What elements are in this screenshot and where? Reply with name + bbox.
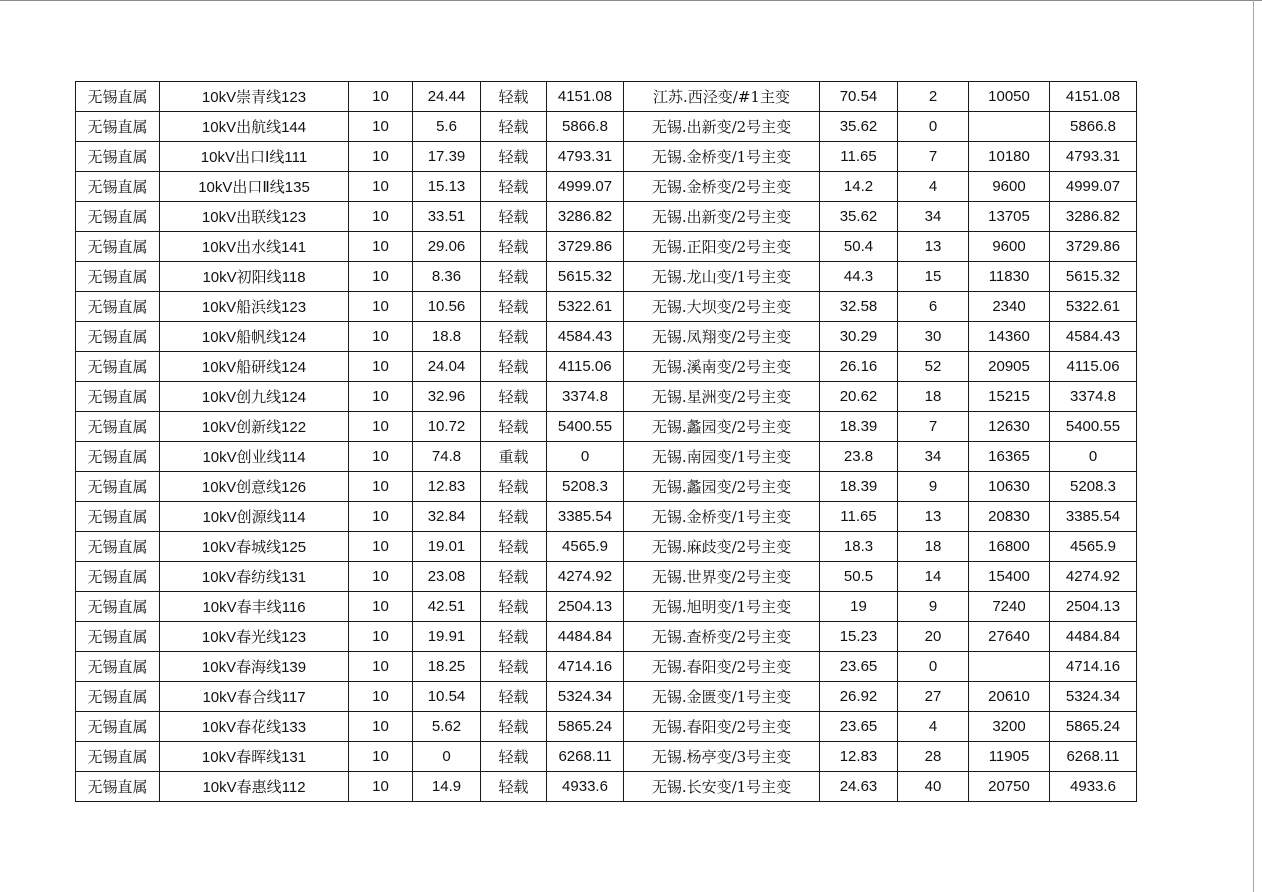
transformer-cell: 无锡.旭明变/1号主变 [624, 592, 820, 622]
load-status-cell: 轻载 [481, 772, 547, 802]
installed-capacity-cell: 11830 [969, 262, 1050, 292]
voltage-cell: 10 [349, 172, 413, 202]
voltage-cell: 10 [349, 712, 413, 742]
installed-capacity-cell: 14360 [969, 322, 1050, 352]
transformer-load-cell: 44.3 [820, 262, 898, 292]
transformer-load-cell: 30.29 [820, 322, 898, 352]
voltage-cell: 10 [349, 142, 413, 172]
installed-capacity-cell: 20750 [969, 772, 1050, 802]
line-name-cell: 10kV出口Ⅰ线111 [160, 142, 349, 172]
user-count-cell: 34 [898, 442, 969, 472]
load-rate-cell: 10.72 [413, 412, 481, 442]
load-status-cell: 轻载 [481, 82, 547, 112]
table-body [76, 82, 1137, 802]
available-capacity-cell: 3286.82 [547, 202, 624, 232]
available-capacity-cell: 2504.13 [547, 592, 624, 622]
user-count-cell: 34 [898, 202, 969, 232]
line-name-cell: 10kV春惠线112 [160, 772, 349, 802]
user-count-cell: 2 [898, 82, 969, 112]
installed-capacity-cell: 27640 [969, 622, 1050, 652]
transformer-cell: 无锡.查桥变/2号主变 [624, 622, 820, 652]
load-status-cell: 轻载 [481, 382, 547, 412]
voltage-cell: 10 [349, 652, 413, 682]
line-name-cell: 10kV创业线114 [160, 442, 349, 472]
transformer-cell: 无锡.正阳变/2号主变 [624, 232, 820, 262]
user-count-cell: 18 [898, 382, 969, 412]
load-status-cell: 轻载 [481, 112, 547, 142]
load-rate-cell: 24.04 [413, 352, 481, 382]
load-rate-cell: 42.51 [413, 592, 481, 622]
user-count-cell: 6 [898, 292, 969, 322]
remaining-capacity-cell: 5400.55 [1050, 412, 1137, 442]
transformer-load-cell: 23.65 [820, 712, 898, 742]
available-capacity-cell: 5400.55 [547, 412, 624, 442]
user-count-cell: 15 [898, 262, 969, 292]
available-capacity-cell: 3385.54 [547, 502, 624, 532]
table-row [76, 322, 1137, 352]
load-rate-cell: 23.08 [413, 562, 481, 592]
region-cell: 无锡直属 [76, 262, 160, 292]
transformer-load-cell: 70.54 [820, 82, 898, 112]
transformer-cell: 无锡.出新变/2号主变 [624, 202, 820, 232]
available-capacity-cell: 4565.9 [547, 532, 624, 562]
transformer-cell: 无锡.金桥变/1号主变 [624, 502, 820, 532]
region-cell: 无锡直属 [76, 382, 160, 412]
line-name-cell: 10kV创意线126 [160, 472, 349, 502]
region-cell: 无锡直属 [76, 652, 160, 682]
installed-capacity-cell: 20610 [969, 682, 1050, 712]
load-status-cell: 轻载 [481, 742, 547, 772]
user-count-cell: 4 [898, 712, 969, 742]
table-row [76, 442, 1137, 472]
region-cell: 无锡直属 [76, 682, 160, 712]
transformer-cell: 无锡.世界变/2号主变 [624, 562, 820, 592]
table-row [76, 652, 1137, 682]
load-status-cell: 轻载 [481, 232, 547, 262]
load-rate-cell: 12.83 [413, 472, 481, 502]
table-row [76, 772, 1137, 802]
table-row [76, 532, 1137, 562]
available-capacity-cell: 4274.92 [547, 562, 624, 592]
remaining-capacity-cell: 4999.07 [1050, 172, 1137, 202]
installed-capacity-cell: 15215 [969, 382, 1050, 412]
load-status-cell: 轻载 [481, 262, 547, 292]
line-name-cell: 10kV春丰线116 [160, 592, 349, 622]
installed-capacity-cell: 10050 [969, 82, 1050, 112]
load-status-cell: 轻载 [481, 412, 547, 442]
region-cell: 无锡直属 [76, 472, 160, 502]
region-cell: 无锡直属 [76, 292, 160, 322]
transformer-cell: 无锡.蠡园变/2号主变 [624, 412, 820, 442]
user-count-cell: 4 [898, 172, 969, 202]
installed-capacity-cell: 10180 [969, 142, 1050, 172]
region-cell: 无锡直属 [76, 772, 160, 802]
page-top-border [0, 0, 1262, 1]
transformer-load-cell: 18.39 [820, 412, 898, 442]
available-capacity-cell: 4584.43 [547, 322, 624, 352]
transformer-cell: 无锡.出新变/2号主变 [624, 112, 820, 142]
remaining-capacity-cell: 0 [1050, 442, 1137, 472]
line-name-cell: 10kV春花线133 [160, 712, 349, 742]
region-cell: 无锡直属 [76, 532, 160, 562]
transformer-load-cell: 11.65 [820, 502, 898, 532]
user-count-cell: 27 [898, 682, 969, 712]
remaining-capacity-cell: 4793.31 [1050, 142, 1137, 172]
available-capacity-cell: 5866.8 [547, 112, 624, 142]
voltage-cell: 10 [349, 382, 413, 412]
available-capacity-cell: 4793.31 [547, 142, 624, 172]
line-name-cell: 10kV创新线122 [160, 412, 349, 442]
table-row [76, 202, 1137, 232]
load-rate-cell: 17.39 [413, 142, 481, 172]
available-capacity-cell: 5615.32 [547, 262, 624, 292]
user-count-cell: 13 [898, 502, 969, 532]
transformer-load-cell: 35.62 [820, 202, 898, 232]
available-capacity-cell: 5322.61 [547, 292, 624, 322]
line-name-cell: 10kV船浜线123 [160, 292, 349, 322]
remaining-capacity-cell: 4115.06 [1050, 352, 1137, 382]
installed-capacity-cell: 20830 [969, 502, 1050, 532]
voltage-cell: 10 [349, 532, 413, 562]
load-rate-cell: 10.56 [413, 292, 481, 322]
load-status-cell: 轻载 [481, 202, 547, 232]
region-cell: 无锡直属 [76, 232, 160, 262]
user-count-cell: 18 [898, 532, 969, 562]
load-rate-cell: 8.36 [413, 262, 481, 292]
user-count-cell: 14 [898, 562, 969, 592]
line-name-cell: 10kV春城线125 [160, 532, 349, 562]
load-status-cell: 轻载 [481, 292, 547, 322]
load-rate-cell: 24.44 [413, 82, 481, 112]
line-name-cell: 10kV出航线144 [160, 112, 349, 142]
load-status-cell: 轻载 [481, 652, 547, 682]
voltage-cell: 10 [349, 82, 413, 112]
transformer-load-cell: 18.39 [820, 472, 898, 502]
transformer-cell: 无锡.杨亭变/3号主变 [624, 742, 820, 772]
transformer-cell: 无锡.春阳变/2号主变 [624, 652, 820, 682]
load-rate-cell: 32.84 [413, 502, 481, 532]
transformer-load-cell: 11.65 [820, 142, 898, 172]
voltage-cell: 10 [349, 622, 413, 652]
transformer-cell: 无锡.蠡园变/2号主变 [624, 472, 820, 502]
load-status-cell: 轻载 [481, 532, 547, 562]
load-status-cell: 轻载 [481, 352, 547, 382]
table-row [76, 562, 1137, 592]
transformer-load-cell: 14.2 [820, 172, 898, 202]
available-capacity-cell: 4115.06 [547, 352, 624, 382]
transformer-cell: 无锡.长安变/1号主变 [624, 772, 820, 802]
region-cell: 无锡直属 [76, 142, 160, 172]
installed-capacity-cell: 10630 [969, 472, 1050, 502]
remaining-capacity-cell: 5615.32 [1050, 262, 1137, 292]
transformer-cell: 无锡.金桥变/2号主变 [624, 172, 820, 202]
available-capacity-cell: 4714.16 [547, 652, 624, 682]
remaining-capacity-cell: 5208.3 [1050, 472, 1137, 502]
installed-capacity-cell: 9600 [969, 232, 1050, 262]
available-capacity-cell: 4484.84 [547, 622, 624, 652]
transformer-load-cell: 32.58 [820, 292, 898, 322]
installed-capacity-cell: 9600 [969, 172, 1050, 202]
table-row [76, 82, 1137, 112]
remaining-capacity-cell: 3286.82 [1050, 202, 1137, 232]
installed-capacity-cell: 20905 [969, 352, 1050, 382]
available-capacity-cell: 6268.11 [547, 742, 624, 772]
region-cell: 无锡直属 [76, 742, 160, 772]
load-rate-cell: 14.9 [413, 772, 481, 802]
line-name-cell: 10kV船研线124 [160, 352, 349, 382]
installed-capacity-cell: 16800 [969, 532, 1050, 562]
region-cell: 无锡直属 [76, 322, 160, 352]
user-count-cell: 7 [898, 412, 969, 442]
user-count-cell: 40 [898, 772, 969, 802]
installed-capacity-cell: 3200 [969, 712, 1050, 742]
transformer-load-cell: 26.92 [820, 682, 898, 712]
load-status-cell: 轻载 [481, 592, 547, 622]
transformer-load-cell: 12.83 [820, 742, 898, 772]
transformer-cell: 无锡.金匮变/1号主变 [624, 682, 820, 712]
available-capacity-cell: 4999.07 [547, 172, 624, 202]
table-row [76, 382, 1137, 412]
region-cell: 无锡直属 [76, 412, 160, 442]
transformer-load-cell: 18.3 [820, 532, 898, 562]
available-capacity-cell: 5208.3 [547, 472, 624, 502]
available-capacity-cell: 4933.6 [547, 772, 624, 802]
line-name-cell: 10kV春光线123 [160, 622, 349, 652]
table-row [76, 742, 1137, 772]
load-status-cell: 轻载 [481, 322, 547, 352]
user-count-cell: 20 [898, 622, 969, 652]
load-status-cell: 轻载 [481, 622, 547, 652]
transformer-cell: 无锡.金桥变/1号主变 [624, 142, 820, 172]
load-status-cell: 重载 [481, 442, 547, 472]
voltage-cell: 10 [349, 592, 413, 622]
available-capacity-cell: 4151.08 [547, 82, 624, 112]
line-name-cell: 10kV出水线141 [160, 232, 349, 262]
transformer-cell: 无锡.春阳变/2号主变 [624, 712, 820, 742]
load-rate-cell: 5.6 [413, 112, 481, 142]
voltage-cell: 10 [349, 292, 413, 322]
remaining-capacity-cell: 4584.43 [1050, 322, 1137, 352]
load-rate-cell: 18.8 [413, 322, 481, 352]
line-name-cell: 10kV春纺线131 [160, 562, 349, 592]
region-cell: 无锡直属 [76, 562, 160, 592]
load-status-cell: 轻载 [481, 682, 547, 712]
transformer-load-cell: 23.65 [820, 652, 898, 682]
region-cell: 无锡直属 [76, 352, 160, 382]
available-capacity-cell: 5324.34 [547, 682, 624, 712]
transformer-load-cell: 35.62 [820, 112, 898, 142]
installed-capacity-cell: 13705 [969, 202, 1050, 232]
remaining-capacity-cell: 4565.9 [1050, 532, 1137, 562]
table-row [76, 172, 1137, 202]
user-count-cell: 9 [898, 472, 969, 502]
region-cell: 无锡直属 [76, 442, 160, 472]
table-row [76, 502, 1137, 532]
transformer-load-cell: 15.23 [820, 622, 898, 652]
load-rate-cell: 74.8 [413, 442, 481, 472]
table-row [76, 262, 1137, 292]
installed-capacity-cell: 11905 [969, 742, 1050, 772]
available-capacity-cell: 3374.8 [547, 382, 624, 412]
voltage-cell: 10 [349, 112, 413, 142]
user-count-cell: 28 [898, 742, 969, 772]
table-row [76, 292, 1137, 322]
user-count-cell: 7 [898, 142, 969, 172]
remaining-capacity-cell: 3385.54 [1050, 502, 1137, 532]
load-rate-cell: 15.13 [413, 172, 481, 202]
region-cell: 无锡直属 [76, 202, 160, 232]
load-rate-cell: 19.01 [413, 532, 481, 562]
voltage-cell: 10 [349, 412, 413, 442]
line-name-cell: 10kV崇青线123 [160, 82, 349, 112]
transformer-cell: 无锡.大坝变/2号主变 [624, 292, 820, 322]
voltage-cell: 10 [349, 322, 413, 352]
load-status-cell: 轻载 [481, 142, 547, 172]
transformer-load-cell: 26.16 [820, 352, 898, 382]
voltage-cell: 10 [349, 742, 413, 772]
installed-capacity-cell [969, 652, 1050, 682]
remaining-capacity-cell: 4274.92 [1050, 562, 1137, 592]
load-rate-cell: 10.54 [413, 682, 481, 712]
table-row [76, 472, 1137, 502]
installed-capacity-cell: 7240 [969, 592, 1050, 622]
installed-capacity-cell: 16365 [969, 442, 1050, 472]
load-rate-cell: 0 [413, 742, 481, 772]
load-rate-cell: 29.06 [413, 232, 481, 262]
load-status-cell: 轻载 [481, 172, 547, 202]
table-row [76, 412, 1137, 442]
remaining-capacity-cell: 5324.34 [1050, 682, 1137, 712]
region-cell: 无锡直属 [76, 82, 160, 112]
line-name-cell: 10kV春晖线131 [160, 742, 349, 772]
transformer-cell: 无锡.星洲变/2号主变 [624, 382, 820, 412]
line-name-cell: 10kV出口Ⅱ线135 [160, 172, 349, 202]
available-capacity-cell: 5865.24 [547, 712, 624, 742]
page-right-border [1253, 0, 1254, 892]
line-name-cell: 10kV出联线123 [160, 202, 349, 232]
region-cell: 无锡直属 [76, 502, 160, 532]
remaining-capacity-cell: 4933.6 [1050, 772, 1137, 802]
region-cell: 无锡直属 [76, 622, 160, 652]
load-rate-cell: 19.91 [413, 622, 481, 652]
table-row [76, 592, 1137, 622]
line-name-cell: 10kV初阳线118 [160, 262, 349, 292]
remaining-capacity-cell: 2504.13 [1050, 592, 1137, 622]
table-row [76, 682, 1137, 712]
transformer-load-cell: 50.4 [820, 232, 898, 262]
remaining-capacity-cell: 3729.86 [1050, 232, 1137, 262]
transformer-load-cell: 50.5 [820, 562, 898, 592]
remaining-capacity-cell: 5866.8 [1050, 112, 1137, 142]
table-row [76, 112, 1137, 142]
voltage-cell: 10 [349, 472, 413, 502]
transformer-load-cell: 24.63 [820, 772, 898, 802]
voltage-cell: 10 [349, 352, 413, 382]
table-row [76, 352, 1137, 382]
region-cell: 无锡直属 [76, 712, 160, 742]
voltage-cell: 10 [349, 682, 413, 712]
load-status-cell: 轻载 [481, 502, 547, 532]
table-row [76, 142, 1137, 172]
load-rate-cell: 32.96 [413, 382, 481, 412]
user-count-cell: 52 [898, 352, 969, 382]
remaining-capacity-cell: 4714.16 [1050, 652, 1137, 682]
line-name-cell: 10kV创源线114 [160, 502, 349, 532]
table-row [76, 622, 1137, 652]
voltage-cell: 10 [349, 502, 413, 532]
transformer-cell: 江苏.西泾变/#1主变 [624, 82, 820, 112]
region-cell: 无锡直属 [76, 112, 160, 142]
remaining-capacity-cell: 5322.61 [1050, 292, 1137, 322]
installed-capacity-cell [969, 112, 1050, 142]
line-name-cell: 10kV春合线117 [160, 682, 349, 712]
line-name-cell: 10kV船帆线124 [160, 322, 349, 352]
transformer-cell: 无锡.南园变/1号主变 [624, 442, 820, 472]
load-status-cell: 轻载 [481, 472, 547, 502]
remaining-capacity-cell: 4484.84 [1050, 622, 1137, 652]
user-count-cell: 30 [898, 322, 969, 352]
feeder-load-table [75, 81, 1137, 802]
voltage-cell: 10 [349, 262, 413, 292]
voltage-cell: 10 [349, 202, 413, 232]
available-capacity-cell: 0 [547, 442, 624, 472]
voltage-cell: 10 [349, 772, 413, 802]
transformer-cell: 无锡.龙山变/1号主变 [624, 262, 820, 292]
remaining-capacity-cell: 4151.08 [1050, 82, 1137, 112]
installed-capacity-cell: 15400 [969, 562, 1050, 592]
line-name-cell: 10kV创九线124 [160, 382, 349, 412]
user-count-cell: 9 [898, 592, 969, 622]
transformer-load-cell: 20.62 [820, 382, 898, 412]
region-cell: 无锡直属 [76, 172, 160, 202]
remaining-capacity-cell: 3374.8 [1050, 382, 1137, 412]
load-rate-cell: 5.62 [413, 712, 481, 742]
voltage-cell: 10 [349, 562, 413, 592]
transformer-cell: 无锡.溪南变/2号主变 [624, 352, 820, 382]
installed-capacity-cell: 12630 [969, 412, 1050, 442]
user-count-cell: 0 [898, 112, 969, 142]
load-status-cell: 轻载 [481, 562, 547, 592]
voltage-cell: 10 [349, 232, 413, 262]
remaining-capacity-cell: 6268.11 [1050, 742, 1137, 772]
transformer-load-cell: 23.8 [820, 442, 898, 472]
transformer-cell: 无锡.凤翔变/2号主变 [624, 322, 820, 352]
transformer-load-cell: 19 [820, 592, 898, 622]
line-name-cell: 10kV春海线139 [160, 652, 349, 682]
installed-capacity-cell: 2340 [969, 292, 1050, 322]
load-rate-cell: 18.25 [413, 652, 481, 682]
voltage-cell: 10 [349, 442, 413, 472]
region-cell: 无锡直属 [76, 592, 160, 622]
load-rate-cell: 33.51 [413, 202, 481, 232]
remaining-capacity-cell: 5865.24 [1050, 712, 1137, 742]
user-count-cell: 13 [898, 232, 969, 262]
transformer-cell: 无锡.麻歧变/2号主变 [624, 532, 820, 562]
user-count-cell: 0 [898, 652, 969, 682]
table-row [76, 712, 1137, 742]
available-capacity-cell: 3729.86 [547, 232, 624, 262]
table-row [76, 232, 1137, 262]
load-status-cell: 轻载 [481, 712, 547, 742]
